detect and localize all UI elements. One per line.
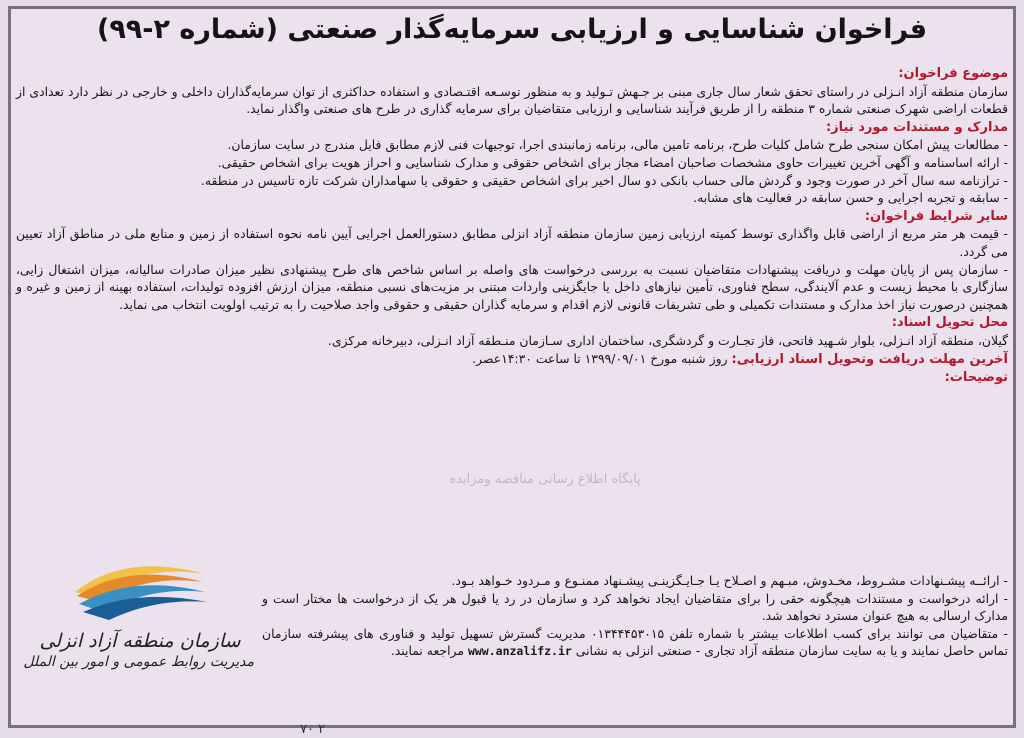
notes-section — [16, 368, 1008, 387]
delivery-heading: محل تحویل اسناد: — [891, 315, 1008, 331]
deadline-text: روز شنبه مورخ ۱۳۹۹/۰۹/۰۱ تا ساعت ۱۴:۳۰عصر. — [472, 350, 728, 366]
subject-heading: موضوع فراخوان: — [898, 66, 1008, 81]
subject-text: سازمان منطقه آزاد انـزلی در راستای تحقق شعار سال جاری مبنی بر جـهش تـولید و به منظور توسـعه اقتـصادی و استفاده حداکثری از توان سرمایه‌گذاران داخلی و خارجی در نظر دارد تعدادی از قطعات اراضی شهرک صنعتی شماره ۳ منطقه را از طریق فرآیند شناسایی و ارزیابی متقاضیان برای سرمایه گذاری در طرح های صنعتی واگذار نماید. — [16, 83, 1008, 117]
notes-item-text: - متقاضیان می توانند برای کسب اطلاعات بیشتر با شماره تلفن ۰۱۳۴۴۴۵۳۰۱۵ مدیریت گسترش تسهیل تولید و فناوری های پیشرفته سازمان تماس حاصل نمایند و یا به سایت سازمان منطقه آزاد تجاری - صنعتی انزلی به نشانی — [262, 625, 1008, 659]
other-item: - سازمان پس از پایان مهلت و دریافت پیشنهادات متقاضیان نسبت به بررسی درخواست های واصله بر اساس شاخص های طرح پیشنهادی نظیر میزان صادرات سالیانه، میزان اشتغال زایی، سازگاری با محیط زیست و عدم آلایندگی، سطح فناوری، تأمین نیازهای داخل یا جایگزینی واردات مبتنی بر مزیت‌های نسبی منطقه، میزان ارزش افزوده تولیدات، استفاده بهینه از زمین و غیره و همچنین درصورت نیاز اخذ مدارک و مستندات تکمیلی و طی تشریفات قانونی لازم اقدام و سرمایه گذاران حقیقی و حقوقی واجد صلاحیت را به ترتیب اولویت انتخاب می نماید. — [16, 261, 1008, 312]
notes-tail: مراجعه نمایند. — [390, 643, 464, 659]
website-link[interactable]: www.anzalifz.ir — [467, 644, 572, 659]
docs-heading: مدارک و مستندات مورد نیاز: — [825, 119, 1008, 135]
notes-item: - ارائــه پیشـنهادات مشـروط، مخـدوش، مبـهم و اصـلاح یـا جـایـگزینـی پیشـنهاد ممنـوع و مـردود خـواهد بـود. — [451, 573, 1008, 588]
subject-section — [16, 64, 1008, 118]
ad-body — [16, 64, 1008, 387]
deadline-heading: آخرین مهلت دریافت وتحویل اسناد ارزیابی: — [731, 351, 1008, 367]
other-section — [16, 207, 1008, 226]
wave-logo-icon — [65, 552, 215, 622]
docs-item: - ترازنامه سه سال آخر در صورت وجود و گردش مالی حساب بانکی دو سال اخیر برای اشخاص حقیقی و حقوقی یا سهامداران شرکت تازه تاسیس در منطقه. — [200, 172, 1008, 188]
docs-item: - مطالعات پیش امکان سنجی طرح شامل کلیات طرح، برنامه تامین مالی، برنامه زمانبندی اجرا، توجیهات فنی لازم مطابق فایل مندرج در سایت سازمان. — [227, 137, 1008, 153]
docs-section — [16, 118, 1008, 137]
notes-item: - ارائه درخواست و مستندات هیچگونه حقی را برای متقاضیان ایجاد نخواهد کرد و سازمان در رد یا قبول هر یک از درخواست ها مختار است و مدارک ارسالی به هیچ عنوان مسترد نخواهد شد. — [262, 590, 1008, 624]
other-heading: سایر شرایط فراخوان: — [864, 208, 1008, 224]
page-title: فراخوان شناسایی و ارزیابی سرمایه‌گذار صنعتی (شماره ۲-۹۹) — [96, 14, 928, 45]
notes-item — [262, 625, 1008, 661]
title-area — [20, 14, 1004, 62]
logo-title: سازمان منطقه آزاد انزلی — [39, 630, 241, 652]
notes-heading: توضیحات: — [944, 370, 1008, 386]
docs-item: - ارائه اساسنامه و آگهی آخرین تغییرات حاوی مشخصات صاحبان امضاء مجاز برای اشخاص حقوقی و مدارک شناسایی و احراز هویت برای اشخاص حقیقی. — [217, 154, 1008, 170]
delivery-text: گیلان، منطقه آزاد انـزلی، بلوار شـهید فاتحی، فاز تجـارت و گردشگری، ساختمان اداری سـازمان منـطقه آزاد انـزلی، دبیرخانه مرکزی. — [327, 332, 1008, 348]
notes-body — [262, 572, 1008, 661]
other-item: - قیمت هر متر مربع از اراضی قابل واگذاری توسط کمیته ارزیابی زمین سازمان منطقه آزاد انزلی مطابق دستورالعمل اجرایی آیین نامه نحوه استفاده از زمین و منابع ملی در مناطق آزاد تعیین می گردد. — [16, 226, 1008, 259]
docs-item: - سابقه و تجربه اجرایی و حسن سابقه در فعالیت های مشابه. — [693, 190, 1008, 206]
organization-logo — [23, 552, 254, 712]
watermark-text: پایگاه اطلاع رسانی مناقصه ومزایده — [449, 472, 641, 487]
page-mark: ۷۰ ۲ — [300, 722, 326, 737]
logo-subtitle: مدیریت روابط عمومی و امور بین الملل — [23, 654, 254, 670]
delivery-section — [16, 313, 1008, 349]
deadline-section — [16, 350, 1008, 369]
